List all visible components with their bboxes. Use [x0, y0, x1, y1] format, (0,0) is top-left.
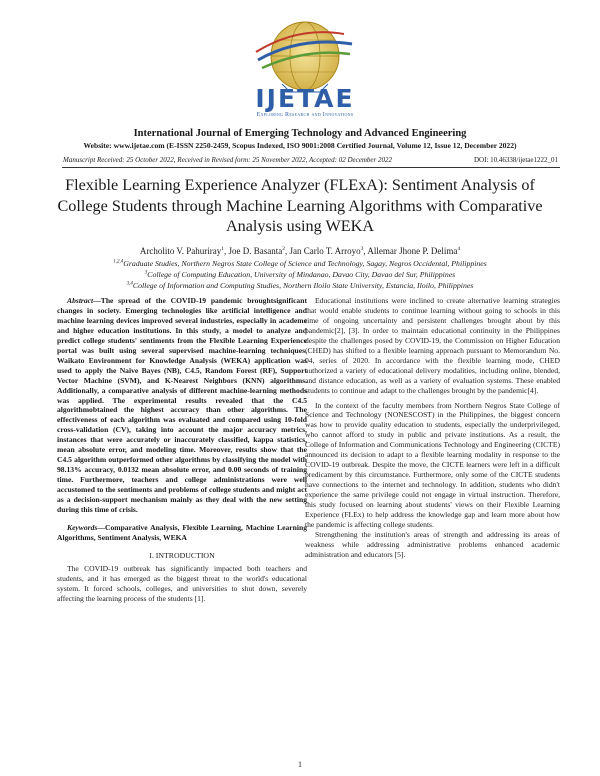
manuscript-dates: Manuscript Received: 25 October 2022, Received in Revised form: 25 November 2022, Accepted: 02 December 2022 [63, 156, 392, 164]
body-paragraph: Strengthening the institution's areas of strength and addressing its areas of weakness while addressing administrative problems enhanced academic administration and educators [5]. [305, 529, 560, 559]
manuscript-info [63, 156, 558, 164]
affiliation: $^3$College of Computing Education, University of Mindanao, Davao City, Davao del Sur, Philippines [144, 270, 456, 279]
author: Allemar Jhone P. Delima$^4$ [367, 246, 461, 256]
journal-website-info: Website: www.ijetae.com (E-ISSN 2250-2459, Scopus Indexed, ISO 9001:2008 Certified Journal, Volume 12, Issue 12, December 2022) [83, 141, 517, 150]
affiliation: $^{3,4}$College of Information and Computing Studies, Northern Iloilo State University, Estancia, Iloilo, Philippines [126, 281, 474, 290]
author: Joe D. Basanta$^2$ [228, 246, 285, 256]
abstract: Abstract—The spread of the COVID-19 pandemic broughtsignificant changes in society. Emerging technologies like artificial intelligence and machine learning devices improved several industries, especially in academe and higher education institutions. In this study, a model to analyze and predict college students' sentiments from the Flexible Learning Experience portal was built using several supervised machine-learning techniques. Waikato Environment for Knowledge Analysis (WEKA) application was used to apply the Naive Bayes (NB), C4.5, Random Forest (RF), Support Vector Machine (SVM), and K-Nearest Neighbors (KNN) algorithms. Additionally, a comparative analysis of different machine-learning methods was applied. The experimental results revealed that the C4.5 algorithmobtained the highest accuracy than other algorithms. The effectiveness of each algorithm was evaluated and compared using 10-fold cross-validation (CV), taking into account the major accuracy metrics, instances that were accurately or inaccurately classified, kappa statistics, mean absolute error, and modeling time. Moreover, results show that the C4.5 algorithm outperformed other algorithms by classifying the model with 98.13% accuracy, 0.0132 mean absolute error, and 0.00 seconds of training time. Furthermore, teachers and college administrations were well accustomed to the sentiments and problems of college students and might act as a decision-support mechanism mainly as they deal with the new setting during this time of crisis. [57, 296, 307, 515]
body-paragraph: In the context of the faculty members from Northern Negros State College of Science and Technology (NONESCOST) in the Philippines, the biggest concern was how to provide quality education to students, especially the underprivileged, who cannot afford to study in public and private institutions. As a result, the College of Information and Communications Technology and Engineering (CICTE) announced its decision to adapt to a flexible learning modality in response to the COVID-19 outbreak. Despite the move, the CICTE learners were left in a difficult predicament by this circumstance. Furthermore, only some of the CICTE students have connections to the internet and technology. In addition, students who didn't experience the same privilege could not engage in virtual instruction. Therefore, this study focused on learning about students' views on their Flexible Learning Experience (FLEx) to help address the knowledge gap and learn more about how the pandemic is affecting college students. [305, 400, 560, 529]
affiliation: $^{1,2,4}$Graduate Studies, Northern Negros State College of Science and Technology, Sagay, Negros Occidental, Philippines [113, 259, 487, 268]
paper-title: Flexible Learning Experience Analyzer (FLExA): Sentiment Analysis of College Students through Machine Learning Algorithms with Comparative Analysis using WEKA [57, 176, 543, 235]
header-divider [62, 167, 560, 168]
journal-logo [240, 14, 370, 122]
body-paragraph: Educational institutions were inclined to create alternative learning strategies that would enable students to continue learning without going to schools in this time of ongoing uncertainty and persistent challenges brought about by this pandemic[2], [3]. In order to maintain educational continuity in the Philippines despite the challenges posed by COVID-19, the Commission on Higher Education (CHED) has shifted to a flexible learning approach pursuant to Memorandum No. 04, series of 2020. In accordance with the flexible learning mode, CHED authorized a variety of educational delivery modalities, including online, blended, and distance education, as well as a variety of evaluation systems. These enabled students to continue and adapt to the challenges brought by the pandemic[4]. [305, 296, 560, 395]
keywords: Keywords—Comparative Analysis, Flexible Learning, Machine Learning Algorithms, Sentiment Analysis, WEKA [57, 522, 307, 542]
author: Archolito V. Pahuriray$^1$ [139, 246, 224, 256]
right-column [305, 296, 560, 560]
author: Jan Carlo T. Arroyo$^3$ [289, 246, 364, 256]
journal-name: International Journal of Emerging Technology and Advanced Engineering [133, 128, 467, 139]
author-list: Archolito V. Pahuriray$^1$, Joe D. Basanta$^2$, Jan Carlo T. Arroyo$^3$, Allemar Jhone P. Delima$^4$ [139, 246, 461, 256]
logo-wordmark: IJETAE [255, 84, 355, 113]
page-number: 1 [298, 760, 302, 769]
intro-paragraph: The COVID-19 outbreak has significantly impacted both teachers and students, and it has emerged as the biggest threat to the world's educational system. It forced schools, colleges, and universities to shut down, severely affecting the learning process of the students [1]. [57, 563, 307, 603]
doi: DOI: 10.46338/ijetae1222_01 [474, 156, 558, 164]
logo-tagline: Exploring Research and Innovations [256, 112, 354, 118]
left-column [57, 296, 307, 604]
section-heading-introduction: I. INTRODUCTION [149, 550, 215, 560]
